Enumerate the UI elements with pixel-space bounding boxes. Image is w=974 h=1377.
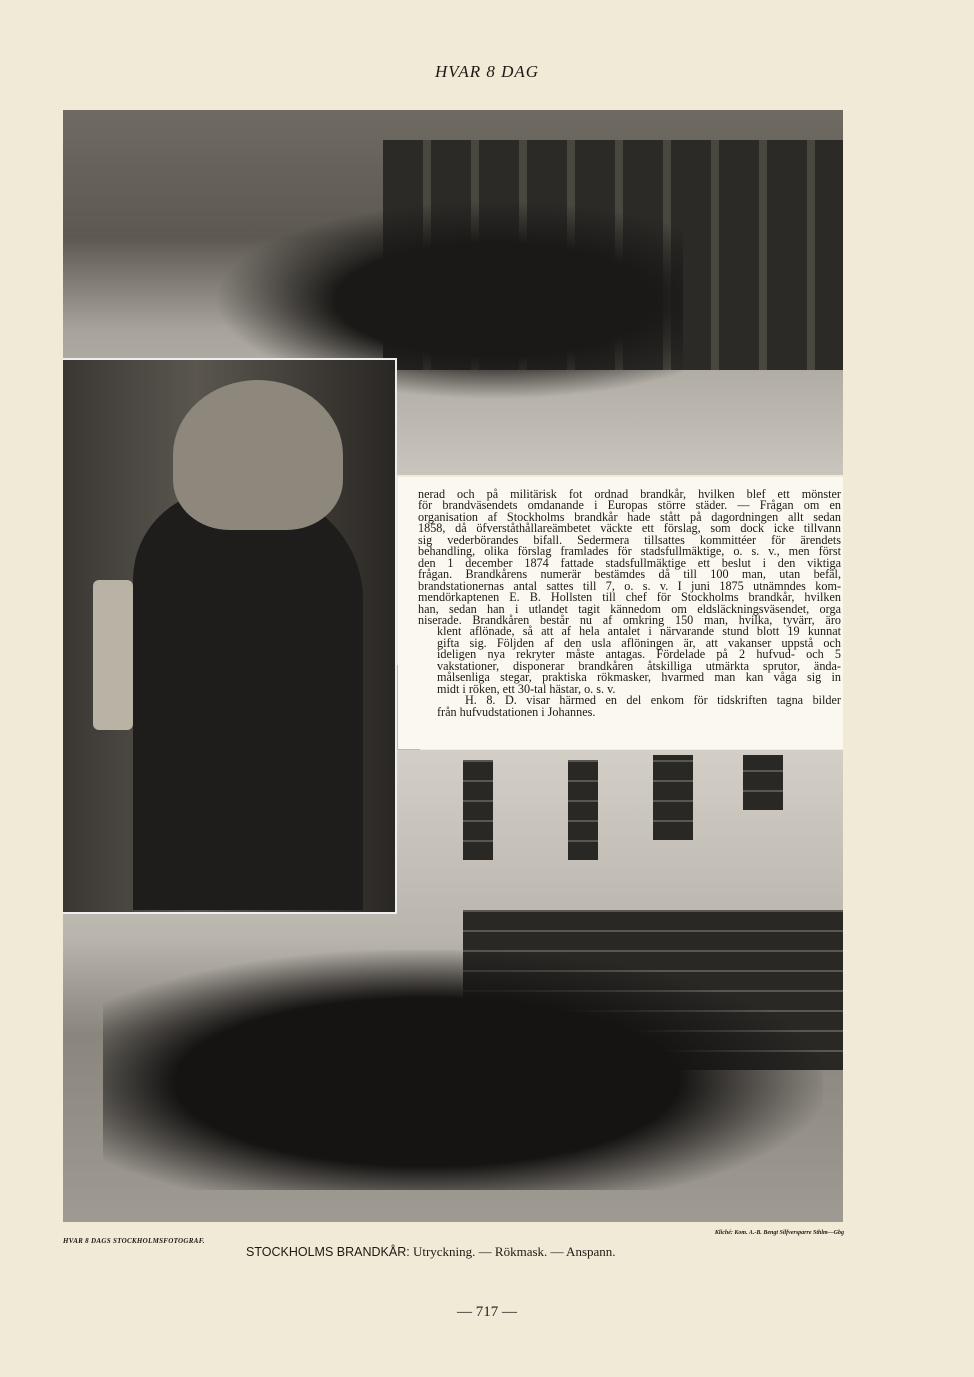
text-line: han, sedan han i utlandet tagit kännedom om eldsläckningsväsendet, orga [418, 601, 841, 616]
photo-smoke-mask [63, 358, 397, 914]
text-line: organisation af Stockholms brandkår hade stått på dagordningen allt sedan [418, 509, 841, 524]
smoke-mask-helmet [173, 380, 343, 530]
text-line: ideligen nya rekryter måste antagas. Fördelade på 2 hufvud- och 5 [437, 647, 841, 662]
text-line: vakstationer, disponerar brandkåren åtskilliga utmärkta sprutor, ända- [437, 658, 841, 673]
text-line: frågan. Brandkårens numerär bestämdes då till 100 man, utan befäl, [418, 567, 841, 582]
fireman-figure [133, 490, 363, 910]
figure-caption [246, 1244, 616, 1260]
text-line: niserade. Brandkåren består nu af omkring 150 man, hvilka, tyvärr, äro [418, 612, 841, 627]
text-line: midt i röken, ett 30-tal hästar, o. s. v. [437, 681, 616, 696]
text-line: brandstationernas antal sattes till 7, o. s. v. I juni 1875 utnämndes kom- [418, 578, 841, 593]
text-line: nerad och på militärisk fot ordnad brandkår, hvilken blef ett mönster [418, 487, 841, 501]
text-line: 1858, då öfverståthållareämbetet väckte ett förslag, som dock icke tillvann [418, 521, 841, 536]
text-line: målsenliga stegar, praktiska rökmasker, hvarmed man kan våga sig in [437, 670, 841, 685]
page-number: — 717 — [457, 1304, 517, 1320]
window [653, 755, 693, 840]
caption-text: Utryckning. — Rökmask. — Anspann. [412, 1244, 616, 1259]
text-line: för brandväsendets omdanande i Europas större städer. — Frågan om en [418, 498, 841, 513]
text-line: från hufvudstationen i Johannes. [437, 704, 596, 719]
caption-title: STOCKHOLMS BRANDKÅR: [246, 1245, 410, 1259]
text-line: den 1 december 1874 fattade stadsfullmäktige ett beslut i den viktiga [418, 555, 841, 570]
article-body [418, 489, 841, 718]
photographer-credit: HVAR 8 DAGS STOCKHOLMSFOTOGRAF. [63, 1237, 205, 1245]
window [568, 760, 598, 860]
text-line: mendörkaptenen E. B. Hollsten till chef för Stockholms brandkår, hvilken [418, 590, 841, 605]
engraver-credit: Kliché: Kom. A.-B. Bengt Silfversparre Sthlm—Gbg [714, 1230, 844, 1236]
window [743, 755, 783, 810]
text-line: H. 8. D. visar härmed en del enkom för tidskriften tagna bilder [465, 693, 841, 708]
text-line: gifta sig. Följden af den usla aflöningen är, att vakanser uppstå och [437, 635, 841, 650]
firemen-and-horses [103, 950, 823, 1190]
text-line: behandling, olika förslag framlades för stadsfullmäktige, o. s. v., men först [418, 544, 841, 559]
magazine-title: HVAR 8 DAG [434, 62, 540, 81]
window [463, 760, 493, 860]
text-line: sig vederbörandes bifall. Sedermera tillsattes kommittéer för ärendets [418, 532, 841, 547]
text-line: klent aflönade, så att af hela antalet i närvarande stund blott 19 kunnat [437, 624, 841, 639]
air-tank [93, 580, 133, 730]
